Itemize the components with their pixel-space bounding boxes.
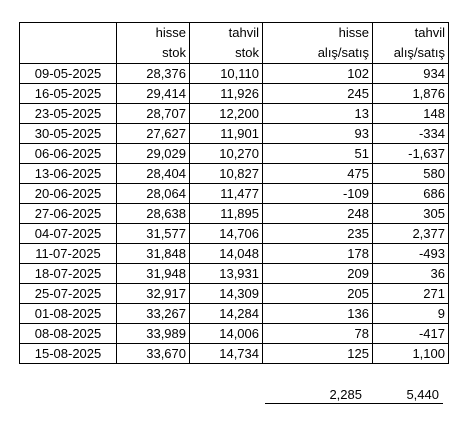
cell-hisse-alis-satis: -109 [263, 184, 373, 204]
cell-date: 01-08-2025 [20, 304, 117, 324]
header-tahvil-alis-satis-line2: alış/satış [373, 43, 449, 64]
cell-hisse-stok: 28,376 [117, 64, 190, 84]
cell-tahvil-stok: 11,926 [190, 84, 263, 104]
table-row [20, 244, 449, 264]
cell-tahvil-stok: 14,706 [190, 224, 263, 244]
table-row [20, 104, 449, 124]
cell-hisse-stok: 29,414 [117, 84, 190, 104]
header-hisse-stok-line2: stok [117, 43, 190, 64]
cell-tahvil-stok: 14,048 [190, 244, 263, 264]
table-row [20, 84, 449, 104]
cell-tahvil-alis-satis: -1,637 [373, 144, 449, 164]
cell-date: 23-05-2025 [20, 104, 117, 124]
cell-hisse-alis-satis: 51 [263, 144, 373, 164]
cell-tahvil-alis-satis: 934 [373, 64, 449, 84]
cell-hisse-alis-satis: 248 [263, 204, 373, 224]
cell-tahvil-stok: 12,200 [190, 104, 263, 124]
cell-date: 18-07-2025 [20, 264, 117, 284]
cell-tahvil-alis-satis: 686 [373, 184, 449, 204]
header-row-2 [20, 43, 449, 64]
header-tahvil-stok-line2: stok [190, 43, 263, 64]
cell-hisse-alis-satis: 13 [263, 104, 373, 124]
header-hisse-stok-line1: hisse [117, 23, 190, 44]
header-tahvil-stok-line1: tahvil [190, 23, 263, 44]
header-cell-date-2 [20, 43, 117, 64]
cell-hisse-alis-satis: 102 [263, 64, 373, 84]
cell-hisse-alis-satis: 205 [263, 284, 373, 304]
total-hisse-alis-satis: 2,285 [265, 386, 366, 404]
cell-tahvil-stok: 10,110 [190, 64, 263, 84]
cell-date: 15-08-2025 [20, 344, 117, 364]
cell-hisse-stok: 33,267 [117, 304, 190, 324]
cell-tahvil-alis-satis: 1,876 [373, 84, 449, 104]
cell-tahvil-stok: 14,734 [190, 344, 263, 364]
cell-tahvil-alis-satis: -493 [373, 244, 449, 264]
cell-date: 08-08-2025 [20, 324, 117, 344]
table-row [20, 264, 449, 284]
cell-tahvil-alis-satis: -334 [373, 124, 449, 144]
table-row [20, 144, 449, 164]
cell-tahvil-alis-satis: 1,100 [373, 344, 449, 364]
cell-tahvil-alis-satis: 9 [373, 304, 449, 324]
cell-tahvil-stok: 14,284 [190, 304, 263, 324]
cell-hisse-stok: 32,917 [117, 284, 190, 304]
cell-tahvil-alis-satis: -417 [373, 324, 449, 344]
cell-tahvil-stok: 14,309 [190, 284, 263, 304]
cell-hisse-stok: 31,948 [117, 264, 190, 284]
cell-date: 11-07-2025 [20, 244, 117, 264]
cell-date: 04-07-2025 [20, 224, 117, 244]
cell-hisse-alis-satis: 209 [263, 264, 373, 284]
cell-tahvil-stok: 10,270 [190, 144, 263, 164]
cell-tahvil-stok: 10,827 [190, 164, 263, 184]
cell-hisse-alis-satis: 136 [263, 304, 373, 324]
table-row [20, 124, 449, 144]
header-hisse-alis-satis-line1: hisse [263, 23, 373, 44]
cell-tahvil-alis-satis: 271 [373, 284, 449, 304]
table-row [20, 224, 449, 244]
header-cell-date [20, 23, 117, 44]
table-row [20, 204, 449, 224]
table-row [20, 304, 449, 324]
cell-hisse-stok: 28,404 [117, 164, 190, 184]
cell-hisse-alis-satis: 93 [263, 124, 373, 144]
cell-tahvil-stok: 13,931 [190, 264, 263, 284]
cell-hisse-alis-satis: 245 [263, 84, 373, 104]
cell-hisse-stok: 33,989 [117, 324, 190, 344]
cell-hisse-stok: 33,670 [117, 344, 190, 364]
cell-hisse-alis-satis: 475 [263, 164, 373, 184]
cell-tahvil-alis-satis: 36 [373, 264, 449, 284]
cell-tahvil-stok: 11,901 [190, 124, 263, 144]
header-row-1 [20, 23, 449, 44]
cell-hisse-stok: 28,064 [117, 184, 190, 204]
cell-date: 20-06-2025 [20, 184, 117, 204]
cell-hisse-alis-satis: 178 [263, 244, 373, 264]
cell-hisse-alis-satis: 235 [263, 224, 373, 244]
cell-hisse-stok: 29,029 [117, 144, 190, 164]
cell-tahvil-stok: 11,477 [190, 184, 263, 204]
cell-hisse-stok: 31,577 [117, 224, 190, 244]
cell-date: 27-06-2025 [20, 204, 117, 224]
table-row [20, 64, 449, 84]
cell-hisse-alis-satis: 78 [263, 324, 373, 344]
cell-date: 30-05-2025 [20, 124, 117, 144]
cell-hisse-alis-satis: 125 [263, 344, 373, 364]
cell-tahvil-stok: 14,006 [190, 324, 263, 344]
header-hisse-alis-satis-line2: alış/satış [263, 43, 373, 64]
cell-date: 09-05-2025 [20, 64, 117, 84]
cell-hisse-stok: 27,627 [117, 124, 190, 144]
cell-date: 06-06-2025 [20, 144, 117, 164]
cell-tahvil-stok: 11,895 [190, 204, 263, 224]
table-row [20, 164, 449, 184]
table-row [20, 184, 449, 204]
stock-bond-table [19, 22, 449, 364]
cell-tahvil-alis-satis: 580 [373, 164, 449, 184]
cell-tahvil-alis-satis: 305 [373, 204, 449, 224]
cell-date: 13-06-2025 [20, 164, 117, 184]
table-row [20, 324, 449, 344]
header-tahvil-alis-satis-line1: tahvil [373, 23, 449, 44]
table-row [20, 284, 449, 304]
cell-hisse-stok: 31,848 [117, 244, 190, 264]
cell-hisse-stok: 28,638 [117, 204, 190, 224]
table-row [20, 344, 449, 364]
cell-tahvil-alis-satis: 148 [373, 104, 449, 124]
cell-tahvil-alis-satis: 2,377 [373, 224, 449, 244]
total-tahvil-alis-satis: 5,440 [366, 386, 443, 404]
cell-hisse-stok: 28,707 [117, 104, 190, 124]
cell-date: 25-07-2025 [20, 284, 117, 304]
cell-date: 16-05-2025 [20, 84, 117, 104]
